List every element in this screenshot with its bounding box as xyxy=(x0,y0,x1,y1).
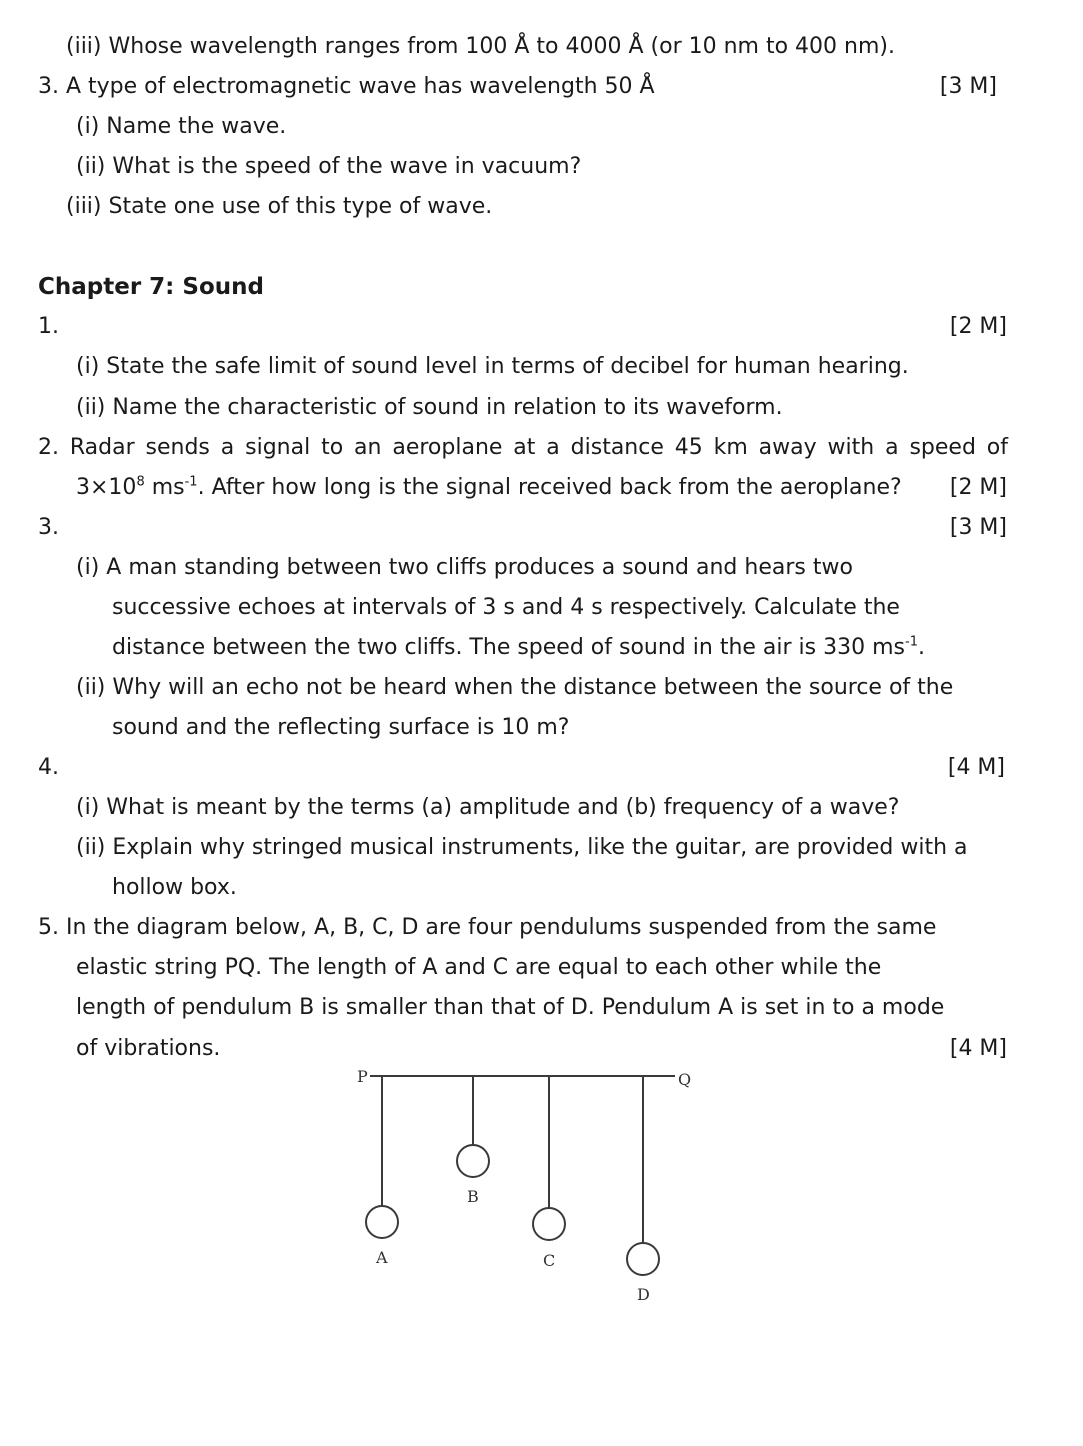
prev-q3-text: 3. A type of electromagnetic wave has wavelength 50 Å xyxy=(38,74,655,99)
q4-part-ii-line2: hollow box. xyxy=(112,875,237,900)
q3-part-i-line3-sup: -1 xyxy=(905,634,918,650)
prev-q3-part-iii: (iii) State one use of this type of wave. xyxy=(66,194,493,219)
q2-line2-sup2: -1 xyxy=(184,474,198,490)
q5-line4: of vibrations. xyxy=(76,1036,221,1061)
pendulum-a-bob xyxy=(366,1206,398,1238)
q2-line2-b: ms xyxy=(144,475,185,500)
prev-q3-marks: [3 M] xyxy=(939,74,997,99)
prev-q2-part-iii: (iii) Whose wavelength ranges from 100 Å to 4000 Å (or 10 nm to 400 nm). xyxy=(66,34,895,59)
q3-part-i-line3-b: . xyxy=(917,635,925,660)
q4-marks: [4 M] xyxy=(947,755,1005,780)
q4-number: 4. xyxy=(38,755,59,780)
q2-line1: 2. Radar sends a signal to an aeroplane at a distance 45 km away with a speed of xyxy=(38,435,1008,460)
q1-part-ii: (ii) Name the characteristic of sound in relation to its waveform. xyxy=(76,395,783,420)
pendulum-b-bob xyxy=(457,1145,489,1177)
label-d: D xyxy=(637,1285,650,1304)
q2-line2-c: . After how long is the signal received back from the aeroplane? xyxy=(197,475,902,500)
q1-number: 1. xyxy=(38,314,59,339)
q1-part-i: (i) State the safe limit of sound level in terms of decibel for human hearing. xyxy=(76,354,909,379)
q2-line2-sup1: 8 xyxy=(136,474,145,490)
prev-q3-part-ii: (ii) What is the speed of the wave in vacuum? xyxy=(76,154,582,179)
q3-number: 3. xyxy=(38,515,59,540)
chapter-title: Chapter 7: Sound xyxy=(38,274,264,300)
q3-part-i-line3 xyxy=(112,633,925,663)
q3-part-ii-line1: (ii) Why will an echo not be heard when the distance between the source of the xyxy=(76,675,954,700)
q4-part-i: (i) What is meant by the terms (a) amplitude and (b) frequency of a wave? xyxy=(76,795,900,820)
q3-part-i-line2: successive echoes at intervals of 3 s and 4 s respectively. Calculate the xyxy=(112,595,900,620)
q3-part-ii-line2: sound and the reflecting surface is 10 m? xyxy=(112,715,570,740)
label-b: B xyxy=(467,1187,479,1206)
pendulum-d-bob xyxy=(627,1243,659,1275)
pendulum-diagram xyxy=(340,1060,710,1310)
label-p: P xyxy=(357,1067,368,1086)
q2-marks: [2 M] xyxy=(949,475,1007,500)
q2-line2 xyxy=(76,473,902,503)
q5-line1: 5. In the diagram below, A, B, C, D are four pendulums suspended from the same xyxy=(38,915,937,940)
q5-marks: [4 M] xyxy=(949,1036,1007,1061)
q3-part-i-line1: (i) A man standing between two cliffs produces a sound and hears two xyxy=(76,555,853,580)
label-c: C xyxy=(543,1251,556,1270)
label-a: A xyxy=(376,1248,388,1267)
q5-line2: elastic string PQ. The length of A and C are equal to each other while the xyxy=(76,955,882,980)
pendulum-c-bob xyxy=(533,1208,565,1240)
q2-line2-a: 3×10 xyxy=(76,475,137,500)
prev-q3-part-i: (i) Name the wave. xyxy=(76,114,287,139)
q3-part-i-line3-a: distance between the two cliffs. The speed of sound in the air is 330 ms xyxy=(112,635,905,660)
q5-line3: length of pendulum B is smaller than that of D. Pendulum A is set in to a mode xyxy=(76,995,945,1020)
q4-part-ii-line1: (ii) Explain why stringed musical instruments, like the guitar, are provided with a xyxy=(76,835,968,860)
q3-marks: [3 M] xyxy=(949,515,1007,540)
q1-marks: [2 M] xyxy=(949,314,1007,339)
label-q: Q xyxy=(678,1070,692,1089)
